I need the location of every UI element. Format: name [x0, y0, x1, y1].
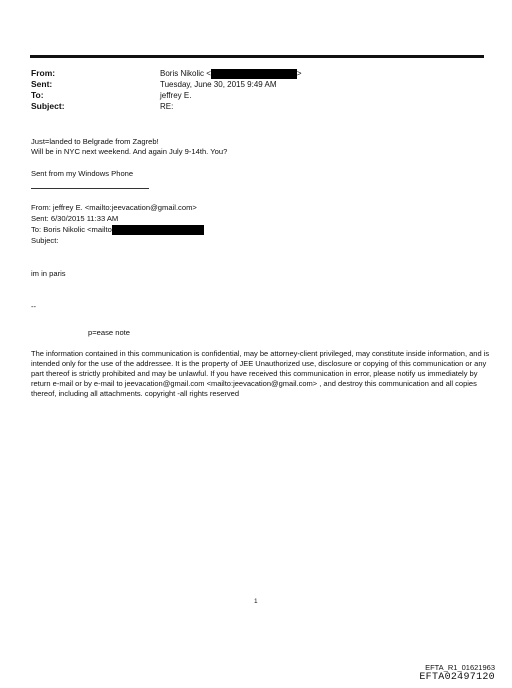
bates-number-1: EFTA_R1_01621963: [425, 663, 495, 672]
quoted-subject: Subject:: [31, 236, 59, 245]
signature: Sent from my Windows Phone: [31, 169, 134, 178]
from-tail: >: [296, 69, 302, 78]
quoted-to: [31, 225, 204, 235]
body-line-1: Just=landed to Belgrade from Zagreb!: [31, 137, 159, 146]
dash-separator: --: [31, 302, 37, 311]
quoted-from: From: jeffrey E. <mailto:jeevacation@gmail.com>: [31, 203, 197, 212]
header-rule: [30, 55, 484, 58]
from-value: [160, 68, 302, 79]
quoted-message: im in paris: [31, 269, 66, 278]
please-note: p=ease note: [88, 328, 131, 337]
subject-value: RE:: [160, 102, 174, 111]
redaction-bar: [112, 225, 204, 235]
quoted-sent: Sent: 6/30/2015 11:33 AM: [31, 214, 119, 223]
body-line-2: Will be in NYC next weekend. And again July 9-14th. You?: [31, 147, 228, 156]
from-label: From:: [31, 68, 56, 78]
redaction-bar: [211, 69, 297, 79]
sent-value: Tuesday, June 30, 2015 9:49 AM: [160, 80, 277, 89]
quote-separator: [31, 188, 149, 189]
page-number: 1: [254, 598, 258, 605]
subject-label: Subject:: [31, 101, 65, 111]
to-value: jeffrey E.: [160, 91, 192, 100]
quoted-to-text: To: Boris Nikolic <mailto: [31, 225, 112, 234]
sent-label: Sent:: [31, 79, 53, 89]
to-label: To:: [31, 90, 44, 100]
from-name: Boris Nikolic <: [160, 69, 211, 78]
disclaimer-paragraph: The information contained in this communication is confidential, may be attorney-client privileged, may constitute inside information, and is intended only for the use of the addressee. It is the property of JEE Unauthorized use, disclosure or copying of this communication or any part thereof is strictly prohibited and may be unlawful. If you have received this communication in error, please notify us immediately by return e-mail or by e-mail to jeevacation@gmail.com <mailto:jeevacation@gmail.com> , and destroy this communication and all copies thereof, including all attachments. copyright -all rights reserved: [31, 349, 490, 399]
bates-number-2: EFTA02497120: [419, 672, 495, 683]
